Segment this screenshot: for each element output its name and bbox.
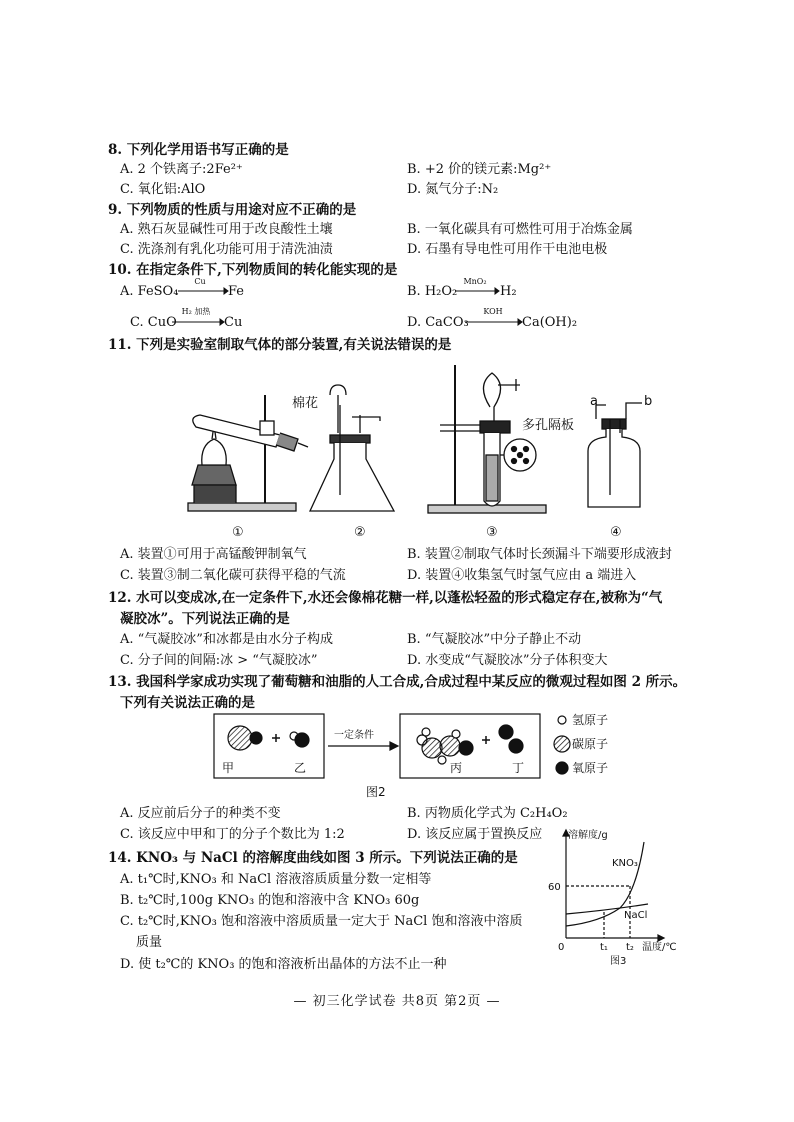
q9-option-a: A. 熟石灰显碱性可用于改良酸性土壤	[120, 222, 333, 237]
q10-c-cond: H₂ 加热	[181, 307, 211, 316]
chart-ylabel: 溶解度/g	[568, 830, 608, 841]
q12-options-row1	[120, 628, 720, 648]
legend-o-icon	[556, 762, 568, 774]
chart-xlabel: 温度/℃	[642, 942, 677, 953]
q10-reactions	[120, 276, 720, 334]
apparatus-number-2: ②	[354, 525, 366, 540]
q12-option-a: A. “气凝胶冰”和冰都是由水分子构成	[120, 632, 333, 647]
apparatus-3	[428, 365, 546, 513]
solubility-chart	[540, 826, 690, 966]
chart-nacl-label: NaCl	[624, 910, 648, 921]
q13-figure-caption: 图2	[366, 785, 386, 799]
q13-option-b: B. 丙物质化学式为 C₂H₄O₂	[407, 806, 568, 821]
q10-b-left: B. H₂O₂	[407, 284, 458, 299]
chart-origin-label: 0	[558, 942, 565, 953]
apparatus-1	[188, 395, 308, 511]
q12-options-row2	[120, 649, 720, 669]
label-porous-plate: 多孔隔板	[522, 418, 575, 433]
q10-d-right: Ca(OH)₂	[522, 315, 578, 330]
q13-label-bing: 丙	[450, 761, 463, 775]
legend-o-label: 氧原子	[572, 761, 609, 775]
q10-d-cond: KOH	[483, 307, 503, 316]
chart-caption: 图3	[610, 956, 627, 966]
q11-stem: 11. 下列是实验室制取气体的部分装置,有关说法错误的是	[108, 337, 452, 353]
q11-apparatus-figure	[180, 355, 660, 545]
q10-c-right: Cu	[224, 315, 243, 330]
q8-option-a: A. 2 个铁离子:2Fe²⁺	[120, 162, 243, 177]
page-footer: — 初三化学试卷 共8页 第2页 —	[293, 994, 501, 1009]
chart-t1-label: t₁	[600, 942, 608, 953]
q13-label-jia: 甲	[222, 761, 235, 775]
q9-option-d: D. 石墨有导电性可用作干电池电极	[407, 242, 608, 257]
chart-kno3-label: KNO₃	[612, 858, 638, 869]
label-a: a	[590, 394, 598, 409]
q12-option-c: C. 分子间的间隔:冰 > “气凝胶冰”	[120, 653, 318, 668]
q10-b-cond: MnO₂	[463, 277, 487, 286]
apparatus-number-3: ③	[486, 525, 498, 540]
q11-option-a: A. 装置①可用于高锰酸钾制氧气	[120, 547, 307, 562]
q8-option-b: B. +2 价的镁元素:Mg²⁺	[407, 162, 552, 177]
q13-reaction-figure	[210, 710, 670, 802]
q14-option-c-line2: 质量	[136, 935, 163, 950]
q10-d-left: D. CaCO₃	[407, 315, 469, 330]
apparatus-2	[310, 385, 394, 511]
q14-option-b: B. t₂℃时,100g KNO₃ 的饱和溶液中含 KNO₃ 60g	[120, 893, 420, 908]
q13-option-d: D. 该反应属于置换反应	[407, 827, 543, 842]
q13-label-ding: 丁	[512, 761, 525, 775]
label-cotton: 棉花	[292, 396, 319, 411]
q10-c-left: C. CuO	[130, 315, 177, 330]
label-b: b	[644, 394, 653, 409]
q13-condition: 一定条件	[334, 730, 374, 741]
q13-option-c: C. 该反应中甲和丁的分子个数比为 1:2	[120, 827, 345, 842]
q14-option-a: A. t₁℃时,KNO₃ 和 NaCl 溶液溶质质量分数一定相等	[120, 872, 432, 887]
apparatus-number-1: ①	[232, 525, 244, 540]
q11-option-d: D. 装置④收集氢气时氢气应由 a 端进入	[407, 568, 637, 583]
chart-t2-label: t₂	[626, 942, 634, 953]
q14-option-d: D. 使 t₂℃的 KNO₃ 的饱和溶液析出晶体的方法不止一种	[120, 957, 447, 972]
q9-options-row2	[120, 238, 720, 258]
q10-stem: 10. 在指定条件下,下列物质间的转化能实现的是	[108, 262, 398, 278]
q10-a-right: Fe	[228, 284, 245, 299]
legend-h-icon	[558, 716, 566, 724]
q10-a-cond: Cu	[194, 277, 206, 286]
q9-options-row1	[120, 218, 720, 238]
q9-option-b: B. 一氧化碳具有可燃性可用于冶炼金属	[407, 222, 633, 237]
q8-option-d: D. 氮气分子:N₂	[407, 182, 499, 197]
q9-stem: 9. 下列物质的性质与用途对应不正确的是	[108, 202, 357, 218]
apparatus-4	[588, 403, 642, 507]
q8-options-row1	[120, 158, 720, 178]
q8-stem: 8. 下列化学用语书写正确的是	[108, 142, 289, 158]
apparatus-number-4: ④	[610, 525, 622, 540]
q10-b-right: H₂	[500, 284, 517, 299]
q8-options-row2	[120, 178, 720, 198]
q11-option-c: C. 装置③制二氧化碳可获得平稳的气流	[120, 568, 346, 583]
q11-options-row1	[120, 543, 720, 563]
q13-stem-line2: 下列有关说法正确的是	[120, 695, 255, 711]
legend-h-label: 氢原子	[572, 713, 609, 727]
q11-options-row2	[120, 564, 720, 584]
q14-option-c-line1: C. t₂℃时,KNO₃ 饱和溶液中溶质质量一定大于 NaCl 饱和溶液中溶质	[120, 914, 523, 929]
q13-options-row1	[120, 802, 720, 822]
q12-option-b: B. “气凝胶冰”中分子静止不动	[407, 632, 582, 647]
q14-stem: 14. KNO₃ 与 NaCl 的溶解度曲线如图 3 所示。下列说法正确的是	[108, 850, 518, 866]
q9-option-c: C. 洗涤剂有乳化功能可用于清洗油渍	[120, 242, 333, 257]
q13-stem-line1: 13. 我国科学家成功实现了葡萄糖和油脂的人工合成,合成过程中某反应的微观过程如图 2 所示。	[108, 674, 687, 690]
q10-a-left: A. FeSO₄	[120, 284, 179, 299]
q11-option-b: B. 装置②制取气体时长颈漏斗下端要形成液封	[407, 547, 672, 562]
q12-option-d: D. 水变成“气凝胶冰”分子体积变大	[407, 653, 608, 668]
chart-y60-label: 60	[548, 882, 561, 893]
q12-stem-line2: 凝胶冰”。下列说法正确的是	[120, 611, 290, 627]
q13-option-a: A. 反应前后分子的种类不变	[120, 806, 281, 821]
q8-option-c: C. 氧化铝:AlO	[120, 182, 206, 197]
legend-c-icon	[554, 736, 570, 752]
q13-label-yi: 乙	[294, 761, 307, 775]
legend-c-label: 碳原子	[572, 737, 609, 751]
q12-stem-line1: 12. 水可以变成冰,在一定条件下,水还会像棉花糖一样,以蓬松轻盈的形式稳定存在,被称为“气	[108, 590, 663, 606]
